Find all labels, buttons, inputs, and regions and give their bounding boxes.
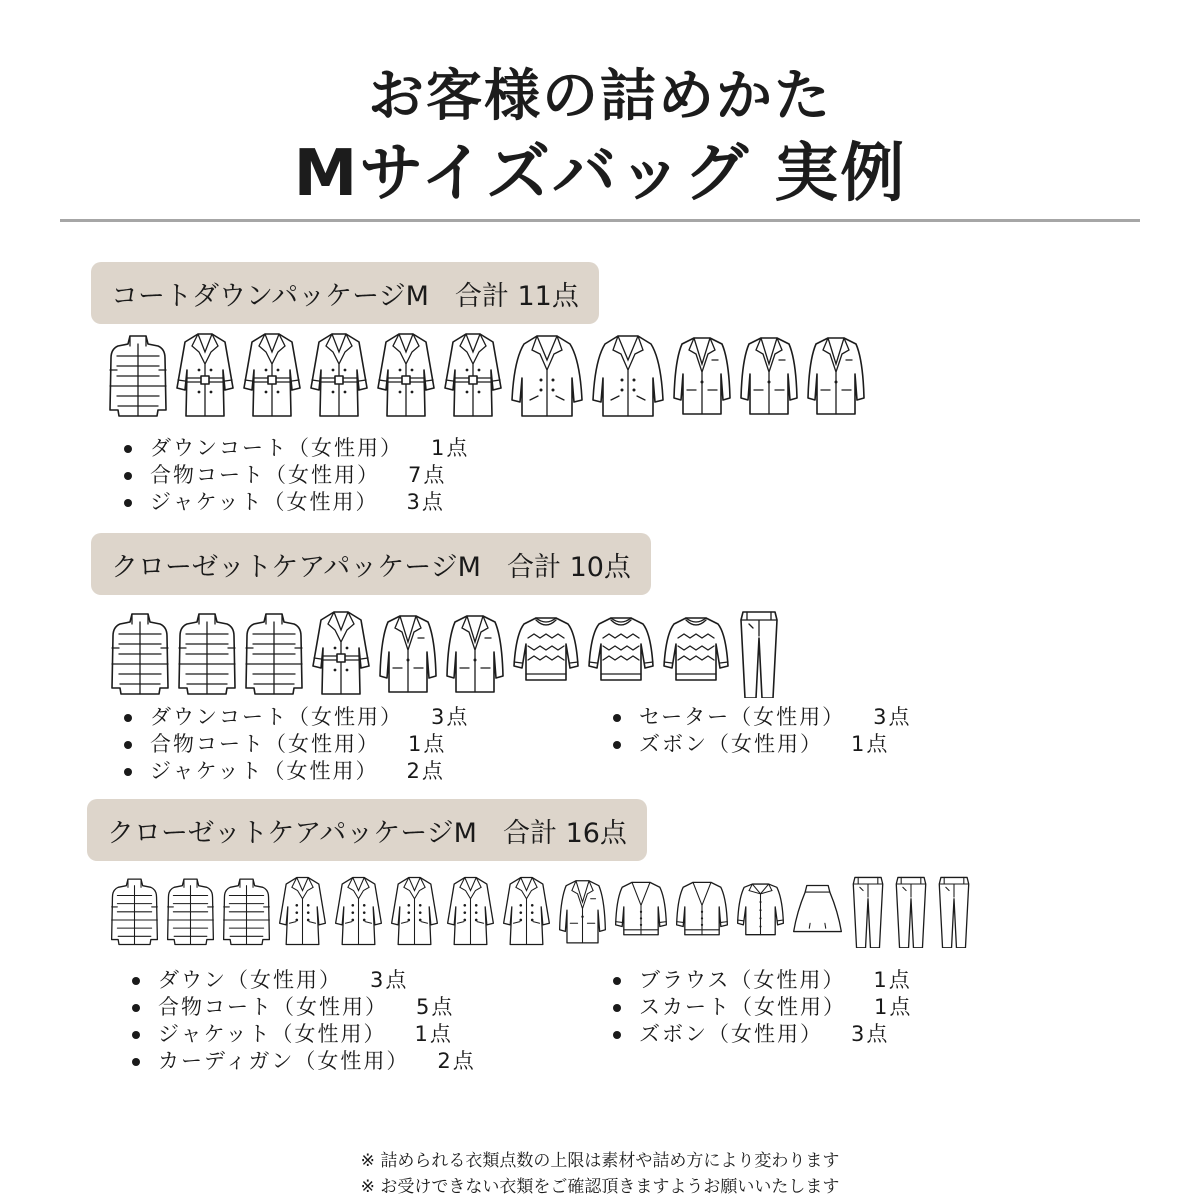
list-item: ダウンコート（女性用） 1点	[124, 435, 469, 462]
down-jacket-icon	[222, 874, 271, 948]
sweater-icon	[512, 608, 580, 698]
item-list	[124, 435, 469, 516]
down-jacket-icon	[244, 608, 304, 698]
sweater-icon	[587, 608, 655, 698]
blazer-icon	[378, 608, 438, 698]
title-divider	[60, 219, 1140, 222]
list-item: ジャケット（女性用） 3点	[124, 489, 469, 516]
package-name: クローゼットケアパッケージM	[107, 817, 477, 849]
pants-icon	[737, 608, 781, 698]
down-jacket-icon	[166, 874, 215, 948]
pants-icon	[936, 874, 972, 948]
double-breasted-coat-icon	[390, 874, 439, 948]
list-item: ズボン（女性用） 1点	[613, 731, 912, 758]
blazer-icon	[445, 608, 505, 698]
list-item: ジャケット（女性用） 1点	[132, 1021, 476, 1048]
trench-coat-icon	[242, 330, 302, 420]
trench-coat-icon	[309, 330, 369, 420]
list-item: ブラウス（女性用） 1点	[613, 967, 912, 994]
blazer-icon	[672, 330, 732, 420]
pants-icon	[893, 874, 929, 948]
trench-coat-icon	[311, 608, 371, 698]
cardigan-icon	[614, 874, 668, 948]
peacoat-icon	[510, 330, 584, 420]
package-total: 合計 16点	[502, 817, 627, 849]
item-list-left	[132, 967, 476, 1075]
item-list-right	[613, 704, 912, 758]
list-item: カーディガン（女性用） 2点	[132, 1048, 476, 1075]
list-item: 合物コート（女性用） 7点	[124, 462, 469, 489]
footnote-unacceptable-items: ※ お受けできない衣類をご確認頂きますようお願いいたします	[360, 1177, 840, 1197]
down-jacket-icon	[108, 330, 168, 420]
trench-coat-icon	[376, 330, 436, 420]
page-title-line2: Mサイズバッグ 実例	[293, 137, 907, 211]
garment-icons-row	[108, 328, 873, 420]
item-list-right	[613, 967, 912, 1048]
double-breasted-coat-icon	[334, 874, 383, 948]
cardigan-icon	[675, 874, 729, 948]
down-jacket-icon	[177, 608, 237, 698]
trench-coat-icon	[443, 330, 503, 420]
blouse-icon	[736, 874, 785, 948]
double-breasted-coat-icon	[446, 874, 495, 948]
trench-coat-icon	[175, 330, 235, 420]
blazer-icon	[739, 330, 799, 420]
garment-icons-row	[110, 606, 788, 698]
double-breasted-coat-icon	[278, 874, 327, 948]
list-item: 合物コート（女性用） 1点	[124, 731, 469, 758]
package-total: 合計 11点	[454, 280, 579, 312]
page-title-line1: お客様の詰めかた	[368, 64, 832, 129]
down-jacket-icon	[110, 608, 170, 698]
pants-icon	[850, 874, 886, 948]
package-name: クローゼットケアパッケージM	[111, 551, 481, 583]
blazer-icon	[558, 874, 607, 948]
footnotes	[0, 1148, 1200, 1200]
package-name: コートダウンパッケージM	[111, 280, 429, 312]
sweater-icon	[662, 608, 730, 698]
down-jacket-icon	[110, 874, 159, 948]
footnote-capacity: ※ 詰められる衣類点数の上限は素材や詰め方により変わります	[360, 1151, 840, 1171]
blazer-icon	[806, 330, 866, 420]
double-breasted-coat-icon	[502, 874, 551, 948]
peacoat-icon	[591, 330, 665, 420]
item-list-left	[124, 704, 469, 785]
list-item: ズボン（女性用） 3点	[613, 1021, 912, 1048]
skirt-icon	[792, 874, 843, 948]
list-item: ダウンコート（女性用） 3点	[124, 704, 469, 731]
package-header-coat-down	[91, 262, 599, 324]
list-item: ジャケット（女性用） 2点	[124, 758, 469, 785]
list-item: セーター（女性用） 3点	[613, 704, 912, 731]
package-header-closet-care-16	[87, 799, 647, 861]
list-item: 合物コート（女性用） 5点	[132, 994, 476, 1021]
list-item: スカート（女性用） 1点	[613, 994, 912, 1021]
list-item: ダウン（女性用） 3点	[132, 967, 476, 994]
package-total: 合計 10点	[506, 551, 631, 583]
garment-icons-row	[110, 872, 979, 948]
package-header-closet-care-10	[91, 533, 651, 595]
